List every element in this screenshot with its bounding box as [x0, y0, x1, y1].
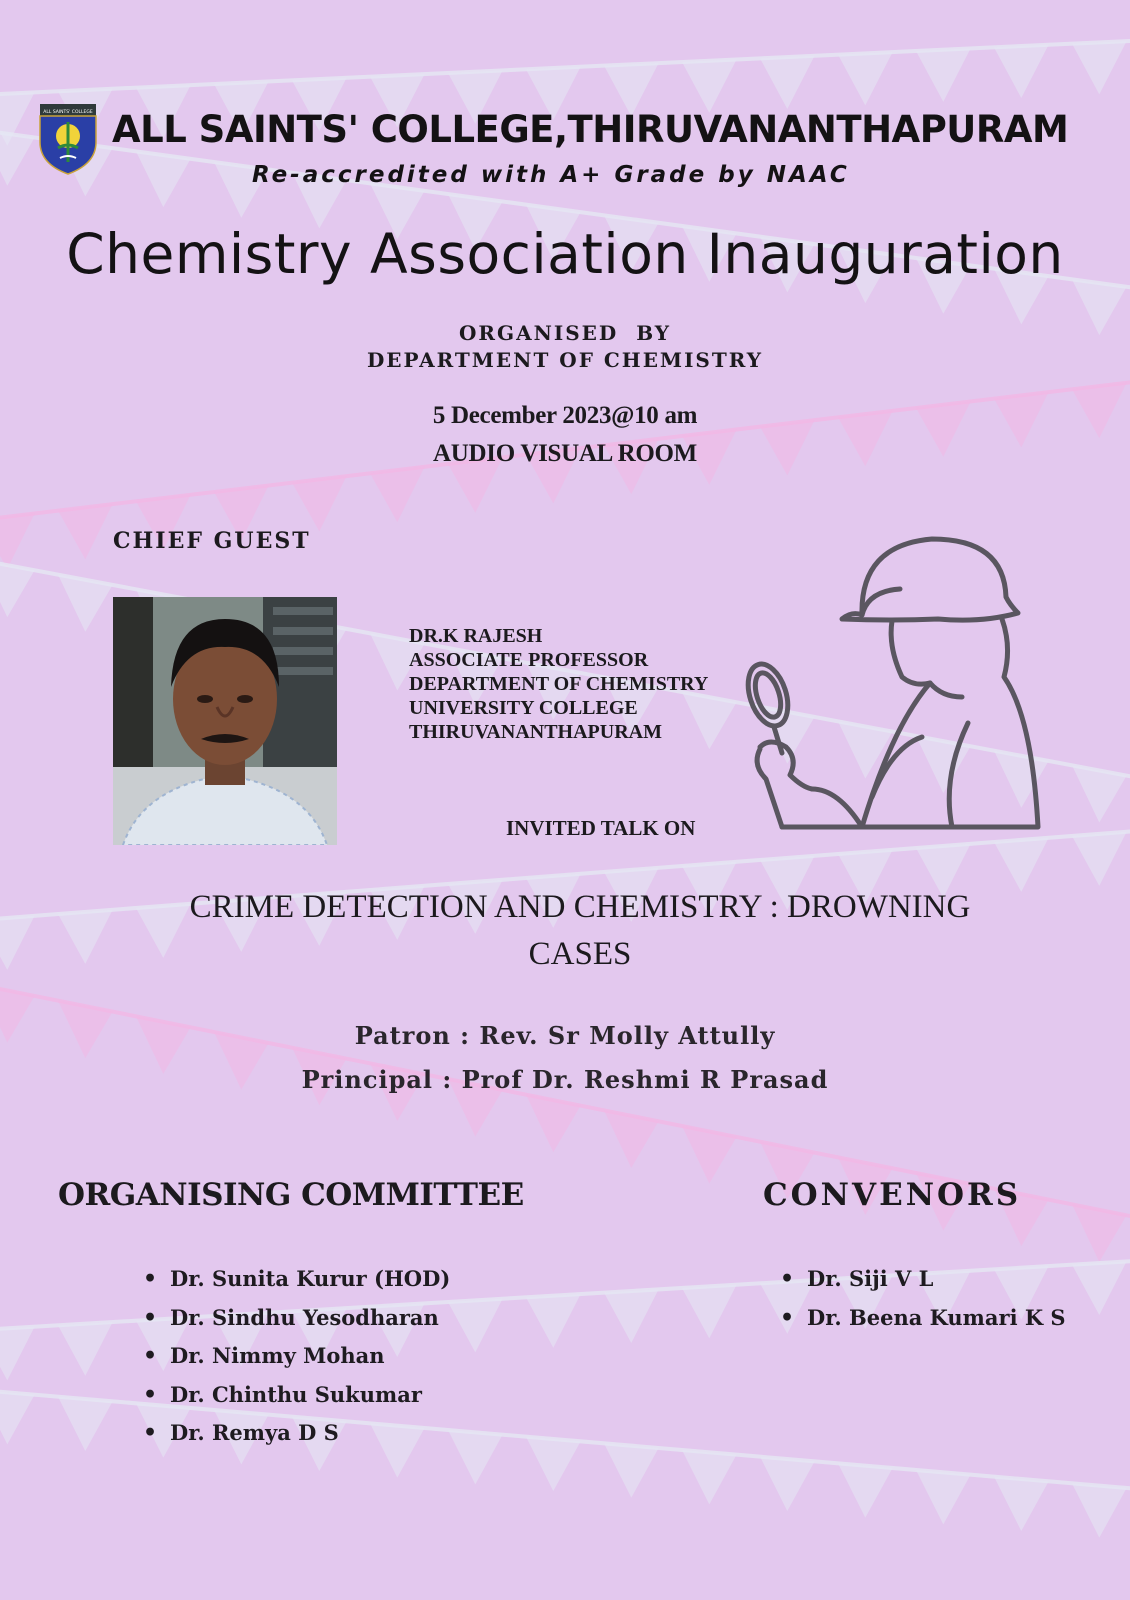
chief-guest-institution: UNIVERSITY COLLEGE	[409, 697, 638, 719]
list-item: • Dr. Remya D S	[143, 1414, 450, 1453]
detective-magnifier-icon	[742, 527, 1072, 847]
talk-topic-line2: CASES	[528, 936, 632, 972]
chief-guest-designation: ASSOCIATE PROFESSOR	[409, 649, 649, 671]
chief-guest-department: DEPARTMENT OF CHEMISTRY	[409, 673, 709, 695]
talk-topic-line1: CRIME DETECTION AND CHEMISTRY : DROWNING	[189, 889, 971, 925]
organiser-block	[0, 320, 1130, 374]
event-date-time: 5 December 2023@10 am	[432, 402, 698, 429]
date-venue-block	[0, 397, 1130, 473]
logo-text: ALL SAINTS' COLLEGE	[43, 110, 93, 115]
list-item: • Dr. Chinthu Sukumar	[143, 1376, 450, 1415]
list-item: • Dr. Sunita Kurur (HOD)	[143, 1260, 450, 1299]
organising-committee-list	[143, 1260, 450, 1453]
event-venue: AUDIO VISUAL ROOM	[433, 440, 697, 467]
invited-talk-label: INVITED TALK ON	[506, 816, 696, 840]
chief-guest-photo	[113, 597, 337, 845]
college-logo	[38, 102, 98, 176]
patron-principal-block	[0, 1014, 1130, 1102]
organising-committee-title: ORGANISING COMMITTEE	[58, 1177, 524, 1213]
accreditation-line: Re-accredited with A+ Grade by NAAC	[252, 162, 850, 188]
chief-guest-city: THIRUVANANTHAPURAM	[409, 721, 662, 743]
list-item: • Dr. Siji V L	[780, 1260, 1066, 1299]
organiser-department: DEPARTMENT OF CHEMISTRY	[366, 348, 764, 372]
convenors-title: CONVENORS	[763, 1177, 1022, 1213]
chief-guest-name: DR.K RAJESH	[409, 625, 543, 647]
organised-by-label: ORGANISED BY	[458, 321, 672, 345]
event-title: Chemistry Association Inauguration	[66, 222, 1064, 286]
list-item: • Dr. Nimmy Mohan	[143, 1337, 450, 1376]
list-item: • Dr. Beena Kumari K S	[780, 1299, 1066, 1338]
patron-line: Patron : Rev. Sr Molly Attully	[354, 1021, 776, 1050]
list-item: • Dr. Sindhu Yesodharan	[143, 1299, 450, 1338]
chief-guest-label: CHIEF GUEST	[113, 528, 311, 554]
college-name: ALL SAINTS' COLLEGE,THIRUVANANTHAPURAM	[112, 108, 1069, 151]
chief-guest-details	[409, 624, 708, 744]
talk-topic	[130, 884, 1030, 978]
principal-line: Principal : Prof Dr. Reshmi R Prasad	[301, 1065, 829, 1094]
convenors-list	[780, 1260, 1066, 1337]
